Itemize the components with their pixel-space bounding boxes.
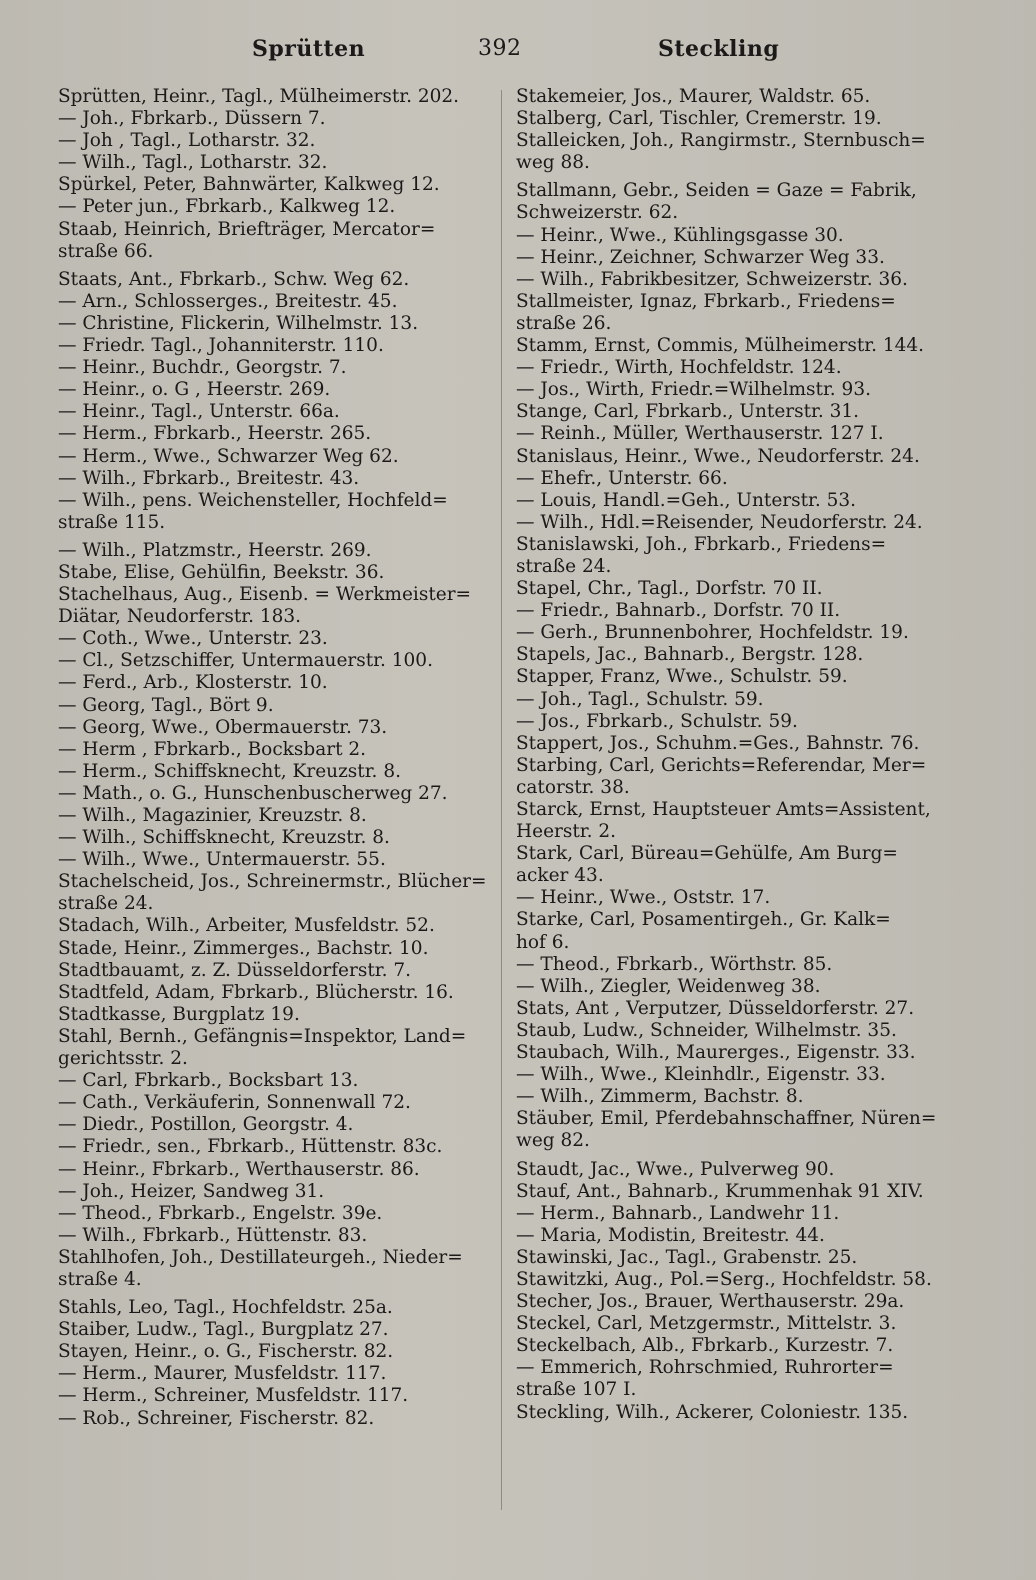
directory-line: Steckling, Wilh., Ackerer, Coloniestr. 135. xyxy=(516,1401,909,1423)
directory-line: straße 24. xyxy=(516,555,612,577)
directory-line: straße 24. xyxy=(58,893,154,915)
directory-line: — Rob., Schreiner, Fischerstr. 82. xyxy=(58,1407,375,1429)
directory-line: — Arn., Schlosserges., Breitestr. 45. xyxy=(58,290,398,312)
directory-line: acker 43. xyxy=(516,865,604,887)
directory-line: Stachelhaus, Aug., Eisenb. = Werkmeister= xyxy=(58,584,472,606)
page-number: 392 xyxy=(478,36,522,61)
directory-line: Stahlhofen, Joh., Destillateurgeh., Nieder= xyxy=(58,1246,463,1268)
directory-line: — Theod., Fbrkarb., Wörthstr. 85. xyxy=(516,953,833,975)
directory-line: weg 82. xyxy=(516,1130,590,1152)
directory-line: — Cl., Setzschiffer, Untermauerstr. 100. xyxy=(58,650,433,672)
directory-line: — Carl, Fbrkarb., Bocksbart 13. xyxy=(58,1070,359,1092)
directory-line: — Friedr., sen., Fbrkarb., Hüttenstr. 83c. xyxy=(58,1136,443,1158)
directory-line: Stawinski, Jac., Tagl., Grabenstr. 25. xyxy=(516,1246,858,1268)
directory-line: — Wilh., Fabrikbesitzer, Schweizerstr. 36. xyxy=(516,268,908,290)
directory-line: straße 107 I. xyxy=(516,1379,637,1401)
directory-line: Stadtfeld, Adam, Fbrkarb., Blücherstr. 16. xyxy=(58,981,454,1003)
directory-line: — Diedr., Postillon, Georgstr. 4. xyxy=(58,1114,354,1136)
directory-line: — Heinr., Tagl., Unterstr. 66a. xyxy=(58,401,340,423)
directory-line: Stayen, Heinr., o. G., Fischerstr. 82. xyxy=(58,1341,394,1363)
directory-line: — Ferd., Arb., Klosterstr. 10. xyxy=(58,672,328,694)
directory-line: Stahl, Bernh., Gefängnis=Inspektor, Land= xyxy=(58,1025,467,1047)
directory-line: — Heinr., o. G , Heerstr. 269. xyxy=(58,379,331,401)
directory-line: straße 4. xyxy=(58,1268,142,1290)
directory-line: Stabe, Elise, Gehülfin, Beekstr. 36. xyxy=(58,561,385,583)
directory-line: Heerstr. 2. xyxy=(516,821,617,843)
directory-line: — Wilh., pens. Weichensteller, Hochfeld= xyxy=(58,489,448,511)
directory-line: — Wilh., Tagl., Lotharstr. 32. xyxy=(58,152,328,174)
directory-line: Stawitzki, Aug., Pol.=Serg., Hochfeldstr. 58. xyxy=(516,1268,932,1290)
directory-line: Spürkel, Peter, Bahnwärter, Kalkweg 12. xyxy=(58,174,440,196)
directory-line: Stamm, Ernst, Commis, Mülheimerstr. 144. xyxy=(516,335,925,357)
directory-line: — Maria, Modistin, Breitestr. 44. xyxy=(516,1224,825,1246)
directory-line: Steckel, Carl, Metzgermstr., Mittelstr. 3. xyxy=(516,1313,897,1335)
directory-line: Stauf, Ant., Bahnarb., Krummenhak 91 XIV. xyxy=(516,1180,924,1202)
directory-line: Stapel, Chr., Tagl., Dorfstr. 70 II. xyxy=(516,578,823,600)
directory-line: — Herm., Bahnarb., Landwehr 11. xyxy=(516,1202,840,1224)
directory-line: gerichtsstr. 2. xyxy=(58,1048,188,1070)
directory-line: — Wilh., Wwe., Untermauerstr. 55. xyxy=(58,849,386,871)
directory-line: — Peter jun., Fbrkarb., Kalkweg 12. xyxy=(58,196,396,218)
directory-line: — Wilh., Platzmstr., Heerstr. 269. xyxy=(58,539,372,561)
directory-line: — Ehefr., Unterstr. 66. xyxy=(516,467,728,489)
directory-line: — Georg, Wwe., Obermauerstr. 73. xyxy=(58,716,388,738)
directory-line: Stecher, Jos., Brauer, Werthauserstr. 29a. xyxy=(516,1291,905,1313)
directory-line: — Wilh., Zimmerm, Bachstr. 8. xyxy=(516,1086,804,1108)
directory-line: — Wilh., Wwe., Kleinhdlr., Eigenstr. 33. xyxy=(516,1064,886,1086)
directory-line: Stäuber, Emil, Pferdebahnschaffner, Nüren= xyxy=(516,1108,937,1130)
directory-line: Stats, Ant , Verputzer, Düsseldorferstr. 27. xyxy=(516,997,915,1019)
directory-line: Stachelscheid, Jos., Schreinermstr., Blücher= xyxy=(58,871,487,893)
right-column xyxy=(516,86,948,1424)
directory-line: Steckelbach, Alb., Fbrkarb., Kurzestr. 7. xyxy=(516,1335,894,1357)
directory-line: — Theod., Fbrkarb., Engelstr. 39e. xyxy=(58,1202,383,1224)
directory-line: hof 6. xyxy=(516,931,570,953)
directory-line: — Herm , Fbrkarb., Bocksbart 2. xyxy=(58,738,367,760)
directory-line: — Wilh., Hdl.=Reisender, Neudorferstr. 24. xyxy=(516,511,923,533)
directory-line: Stahls, Leo, Tagl., Hochfeldstr. 25a. xyxy=(58,1297,393,1319)
directory-line: — Joh , Tagl., Lotharstr. 32. xyxy=(58,130,316,152)
column-divider xyxy=(501,90,502,1510)
directory-line: — Herm., Maurer, Musfeldstr. 117. xyxy=(58,1363,387,1385)
directory-line: — Joh., Fbrkarb., Düssern 7. xyxy=(58,108,326,130)
directory-line: — Friedr. Tagl., Johanniterstr. 110. xyxy=(58,335,384,357)
directory-line: — Louis, Handl.=Geh., Unterstr. 53. xyxy=(516,489,857,511)
directory-line: — Heinr., Zeichner, Schwarzer Weg 33. xyxy=(516,246,885,268)
directory-line: Stange, Carl, Fbrkarb., Unterstr. 31. xyxy=(516,401,860,423)
directory-line: Staiber, Ludw., Tagl., Burgplatz 27. xyxy=(58,1319,389,1341)
directory-line: — Jos., Fbrkarb., Schulstr. 59. xyxy=(516,710,798,732)
directory-line: — Wilh., Magazinier, Kreuzstr. 8. xyxy=(58,805,367,826)
directory-line: — Friedr., Bahnarb., Dorfstr. 70 II. xyxy=(516,600,841,622)
directory-line: Diätar, Neudorferstr. 183. xyxy=(58,606,302,628)
directory-line: Stapels, Jac., Bahnarb., Bergstr. 128. xyxy=(516,644,864,666)
directory-line: — Emmerich, Rohrschmied, Ruhrorter= xyxy=(516,1357,894,1379)
directory-line: — Herm., Schreiner, Musfeldstr. 117. xyxy=(58,1385,409,1407)
directory-line: Stanislawski, Joh., Fbrkarb., Friedens= xyxy=(516,533,887,555)
directory-line: — Coth., Wwe., Unterstr. 23. xyxy=(58,628,328,650)
directory-line: — Cath., Verkäuferin, Sonnenwall 72. xyxy=(58,1092,411,1114)
directory-line: — Reinh., Müller, Werthauserstr. 127 I. xyxy=(516,423,884,445)
directory-line: Stadtkasse, Burgplatz 19. xyxy=(58,1003,300,1025)
directory-line: — Friedr., Wirth, Hochfeldstr. 124. xyxy=(516,357,842,379)
directory-line: Staats, Ant., Fbrkarb., Schw. Weg 62. xyxy=(58,268,410,290)
directory-line: Starck, Ernst, Hauptsteuer Amts=Assistent, xyxy=(516,799,931,820)
directory-line: — Wilh., Schiffsknecht, Kreuzstr. 8. xyxy=(58,827,390,849)
directory-line: — Heinr., Wwe., Kühlingsgasse 30. xyxy=(516,224,844,246)
directory-line: straße 66. xyxy=(58,240,154,262)
directory-line: Stappert, Jos., Schuhm.=Ges., Bahnstr. 76. xyxy=(516,732,920,754)
directory-line: catorstr. 38. xyxy=(516,776,630,798)
left-column xyxy=(58,86,498,1430)
directory-line: Stalleicken, Joh., Rangirmstr., Sternbusch= xyxy=(516,130,926,152)
directory-line: — Herm., Wwe., Schwarzer Weg 62. xyxy=(58,445,399,467)
directory-line: Staab, Heinrich, Briefträger, Mercator= xyxy=(58,218,436,240)
directory-line: — Georg, Tagl., Bört 9. xyxy=(58,694,274,716)
directory-line: straße 26. xyxy=(516,312,612,334)
directory-line: — Wilh., Ziegler, Weidenweg 38. xyxy=(516,975,821,997)
directory-line: — Math., o. G., Hunschenbuscherweg 27. xyxy=(58,782,448,804)
header-last-entry: Steckling xyxy=(658,36,780,62)
directory-line: straße 115. xyxy=(58,511,166,533)
directory-line: Stade, Heinr., Zimmerges., Bachstr. 10. xyxy=(58,937,429,959)
directory-line: — Herm., Fbrkarb., Heerstr. 265. xyxy=(58,423,372,445)
directory-line: Stallmann, Gebr., Seiden = Gaze = Fabrik, xyxy=(516,180,917,202)
directory-line: — Christine, Flickerin, Wilhelmstr. 13. xyxy=(58,312,419,334)
directory-line: — Joh., Tagl., Schulstr. 59. xyxy=(516,688,764,710)
directory-line: Staub, Ludw., Schneider, Wilhelmstr. 35. xyxy=(516,1019,897,1041)
directory-line: Staudt, Jac., Wwe., Pulverweg 90. xyxy=(516,1158,835,1180)
directory-line: — Jos., Wirth, Friedr.=Wilhelmstr. 93. xyxy=(516,379,871,401)
header-first-entry: Sprütten xyxy=(252,36,366,62)
directory-line: — Herm., Schiffsknecht, Kreuzstr. 8. xyxy=(58,760,401,782)
directory-line: weg 88. xyxy=(516,152,590,174)
directory-line: Stanislaus, Heinr., Wwe., Neudorferstr. 24. xyxy=(516,445,920,467)
directory-line: Stadach, Wilh., Arbeiter, Musfeldstr. 52. xyxy=(58,915,435,937)
directory-line: Starke, Carl, Posamentirgeh., Gr. Kalk= xyxy=(516,909,891,931)
running-header xyxy=(0,36,1036,76)
directory-line: Stark, Carl, Büreau=Gehülfe, Am Burg= xyxy=(516,843,898,865)
directory-line: — Heinr., Buchdr., Georgstr. 7. xyxy=(58,357,347,379)
directory-line: Stapper, Franz, Wwe., Schulstr. 59. xyxy=(516,666,848,688)
directory-line: — Heinr., Wwe., Oststr. 17. xyxy=(516,887,771,909)
directory-line: Staubach, Wilh., Maurerges., Eigenstr. 33. xyxy=(516,1042,916,1064)
directory-line: — Wilh., Fbrkarb., Breitestr. 43. xyxy=(58,467,360,489)
directory-line: Stadtbauamt, z. Z. Düsseldorferstr. 7. xyxy=(58,959,411,981)
directory-line: Sprütten, Heinr., Tagl., Mülheimerstr. 202. xyxy=(58,86,460,107)
directory-line: — Joh., Heizer, Sandweg 31. xyxy=(58,1180,325,1202)
directory-line: Schweizerstr. 62. xyxy=(516,202,679,224)
directory-line: — Wilh., Fbrkarb., Hüttenstr. 83. xyxy=(58,1224,368,1246)
directory-line: Stakemeier, Jos., Maurer, Waldstr. 65. xyxy=(516,86,871,107)
directory-line: Stallmeister, Ignaz, Fbrkarb., Friedens= xyxy=(516,290,896,312)
directory-line: — Gerh., Brunnenbohrer, Hochfeldstr. 19. xyxy=(516,622,909,644)
directory-line: — Heinr., Fbrkarb., Werthauserstr. 86. xyxy=(58,1158,420,1180)
directory-line: Stalberg, Carl, Tischler, Cremerstr. 19. xyxy=(516,108,882,130)
directory-line: Starbing, Carl, Gerichts=Referendar, Mer= xyxy=(516,754,927,776)
